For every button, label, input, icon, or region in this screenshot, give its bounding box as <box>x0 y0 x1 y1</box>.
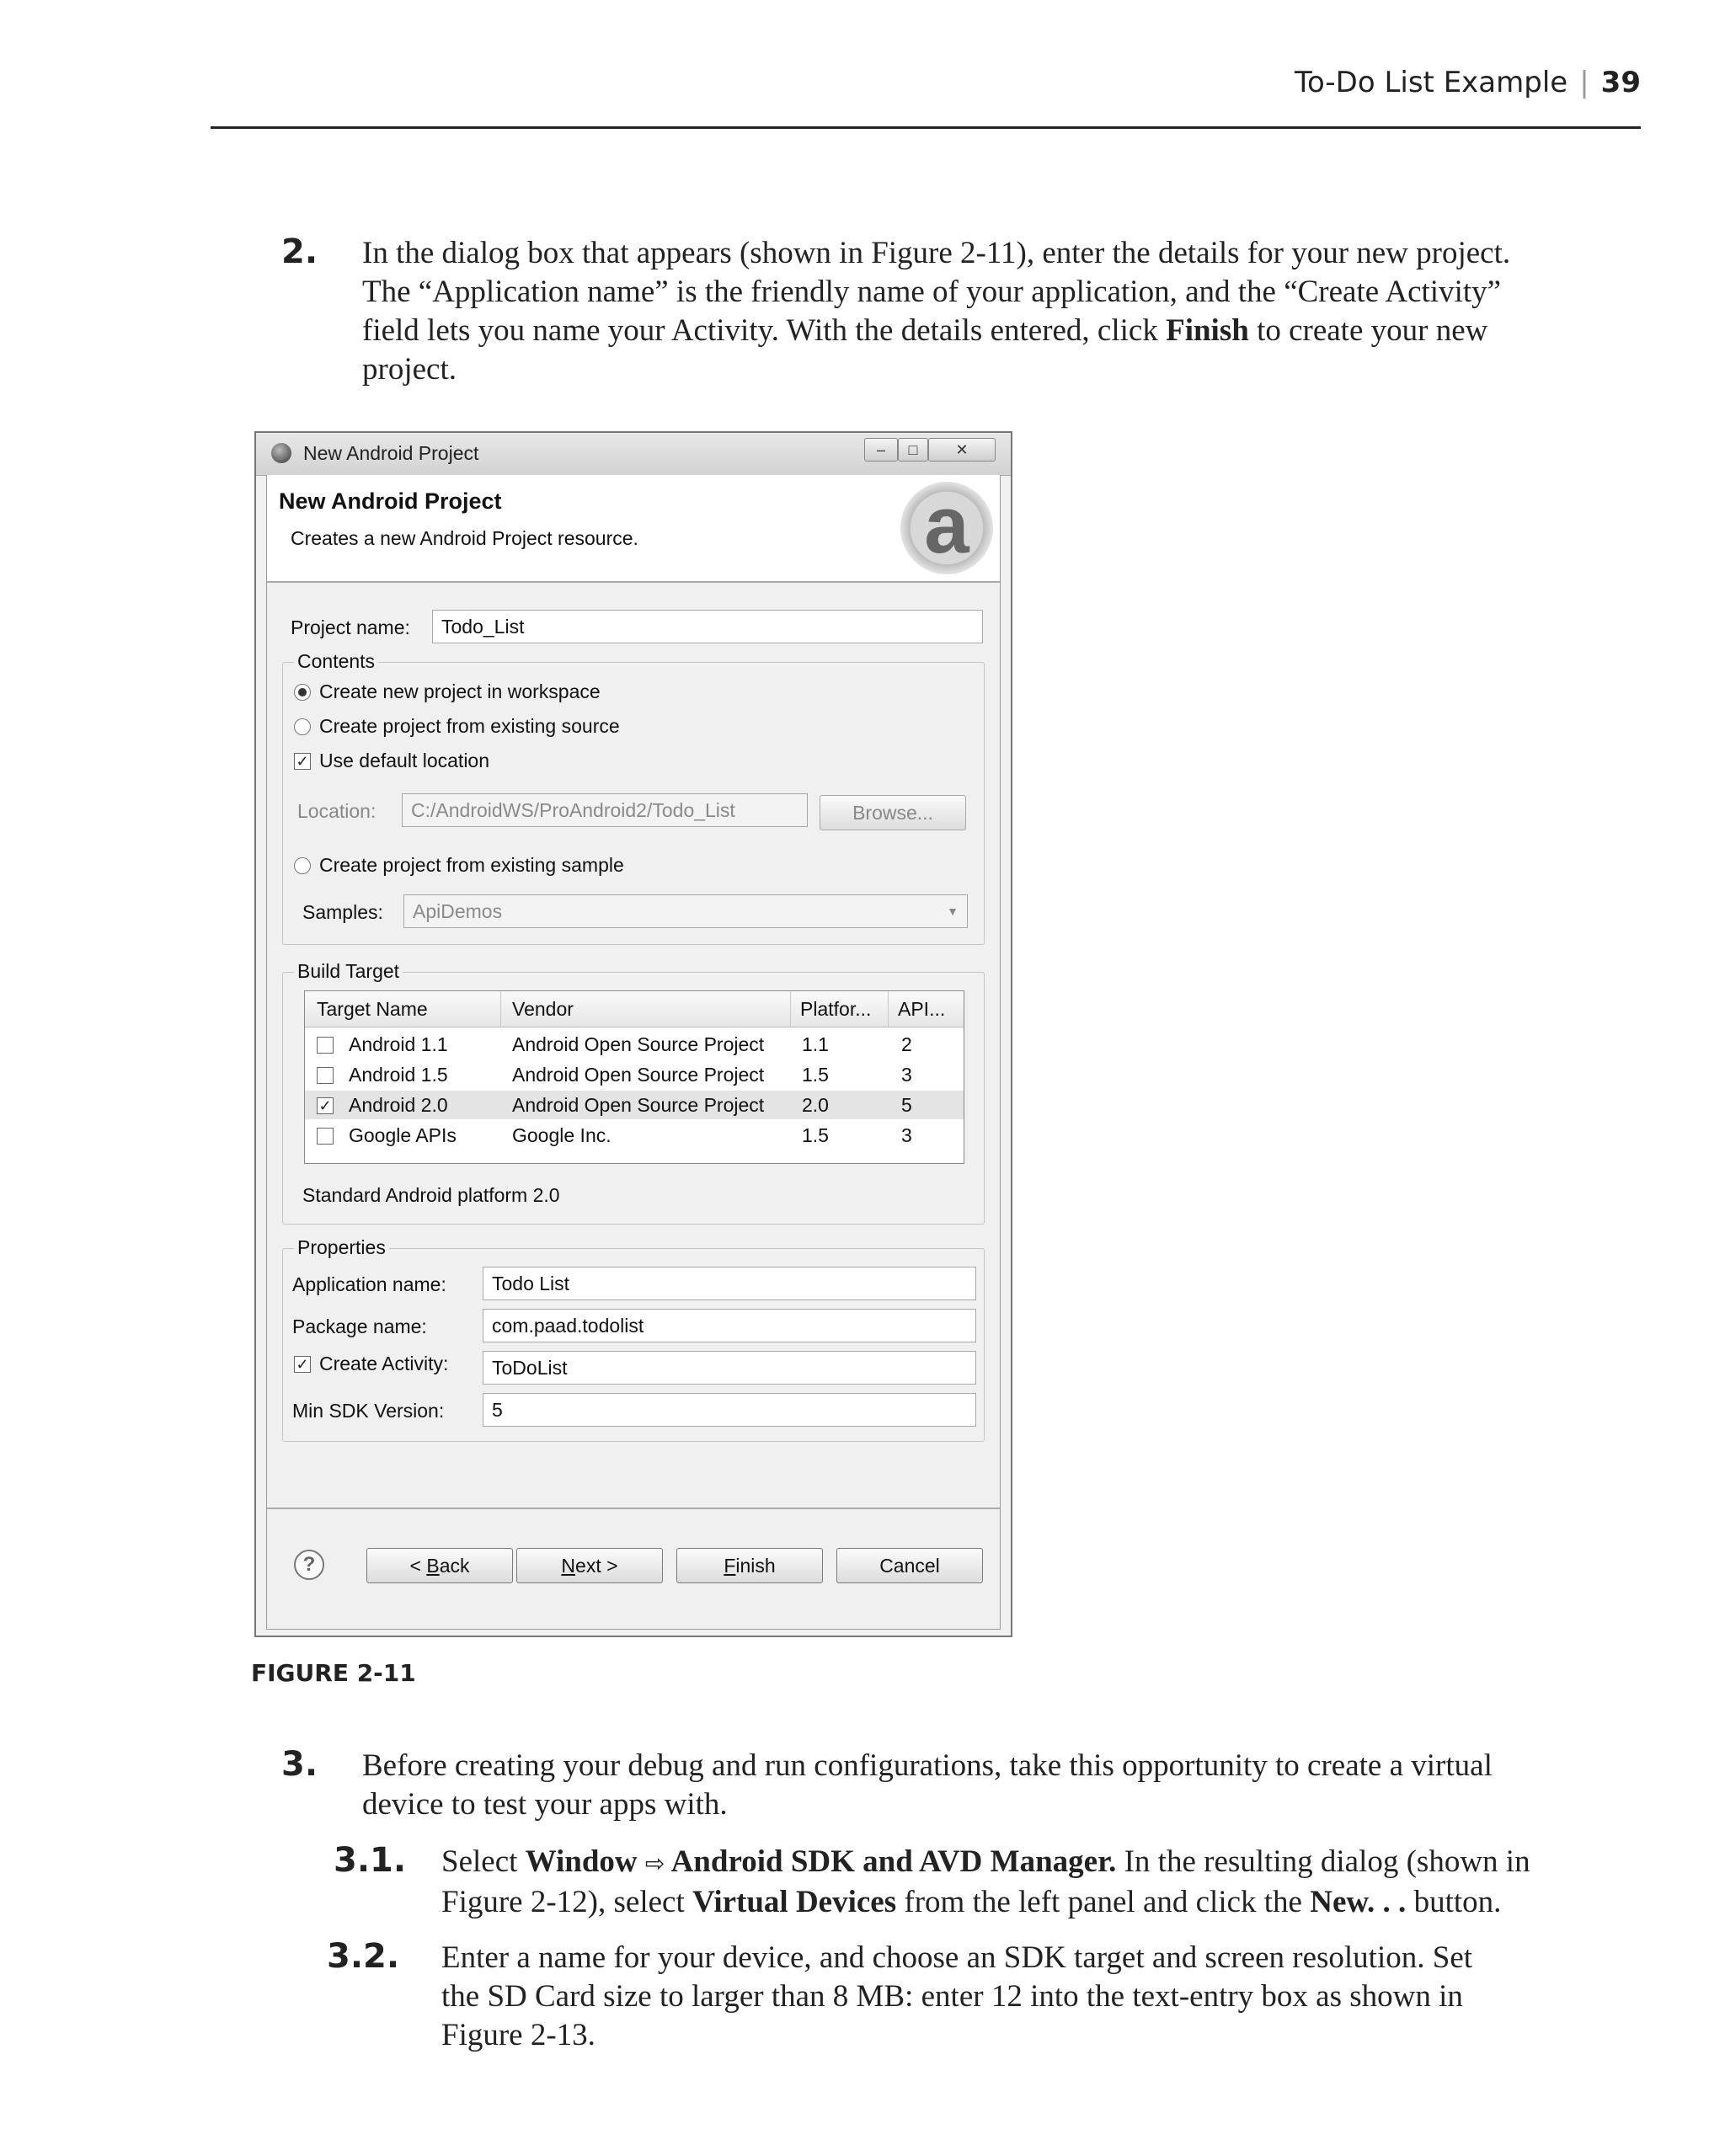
use-default-location-label: Use default location <box>319 750 490 771</box>
footer-divider <box>267 1508 1000 1509</box>
step-2-text <box>362 234 1659 389</box>
table-row-selected[interactable] <box>305 1091 964 1119</box>
row-checkbox-checked[interactable]: ✓ <box>317 1097 334 1114</box>
row-target-name: Android 1.1 <box>349 1033 448 1055</box>
create-activity-checkbox[interactable]: ✓ <box>294 1356 311 1373</box>
eclipse-icon <box>271 443 291 463</box>
row-checkbox[interactable] <box>317 1128 334 1145</box>
row-vendor: Google Inc. <box>512 1124 611 1146</box>
use-default-location-checkbox[interactable]: ✓ <box>294 753 311 770</box>
project-name-input[interactable]: Todo_List <box>432 610 983 643</box>
step-3-2-number: 3.2. <box>327 1937 400 1976</box>
create-activity-input[interactable]: ToDoList <box>483 1351 976 1385</box>
row-platform: 1.1 <box>802 1033 829 1055</box>
row-target-name: Android 2.0 <box>349 1094 448 1116</box>
step-2-line: field lets you name your Activity. With the details entered, click Finish to create your new <box>362 313 1488 348</box>
samples-select[interactable] <box>403 894 968 928</box>
step-2-line: In the dialog box that appears (shown in Figure 2-11), enter the details for your new project. <box>362 236 1511 270</box>
step-3-1-line: Figure 2-12), select Virtual Devices from the left panel and click the New. . . button. <box>441 1885 1502 1919</box>
banner-subtitle: Creates a new Android Project resource. <box>291 527 638 549</box>
package-name-label: Package name: <box>292 1315 427 1337</box>
row-platform: 2.0 <box>802 1094 829 1116</box>
samples-label: Samples: <box>302 901 383 923</box>
running-header <box>1295 66 1641 99</box>
back-button[interactable]: < Back <box>366 1548 513 1583</box>
min-sdk-input[interactable]: 5 <box>483 1393 976 1427</box>
row-checkbox[interactable] <box>317 1037 334 1054</box>
figure-caption: FIGURE 2-11 <box>251 1659 416 1687</box>
close-button[interactable]: ✕ <box>928 438 996 462</box>
step-2-line: project. <box>362 352 457 387</box>
application-name-input[interactable]: Todo List <box>483 1267 976 1300</box>
row-platform: 1.5 <box>802 1124 829 1146</box>
row-api: 5 <box>901 1094 912 1116</box>
step-3-1-number: 3.1. <box>334 1841 407 1880</box>
application-name-label: Application name: <box>292 1273 446 1295</box>
step-3-2-line: Enter a name for your device, and choose an SDK target and screen resolution. Set <box>441 1940 1473 1975</box>
project-name-label: Project name: <box>291 616 410 638</box>
column-header-api[interactable]: API... <box>898 998 946 1020</box>
properties-group-title: Properties <box>294 1236 389 1259</box>
build-target-table[interactable] <box>304 990 964 1164</box>
column-header-platform[interactable]: Platfor... <box>800 998 872 1020</box>
row-target-name: Google APIs <box>349 1124 457 1146</box>
radio-new-project-label: Create new project in workspace <box>319 680 601 702</box>
step-3-2-line: Figure 2-13. <box>441 2018 595 2052</box>
row-vendor: Android Open Source Project <box>512 1064 765 1086</box>
dialog-body <box>266 475 1001 1630</box>
location-input[interactable]: C:/AndroidWS/ProAndroid2/Todo_List <box>402 793 808 827</box>
build-target-status: Standard Android platform 2.0 <box>302 1184 560 1206</box>
browse-button[interactable]: Browse... <box>820 795 966 830</box>
page-number: 39 <box>1600 66 1641 99</box>
menu-arrow-icon: ⇨ <box>644 1849 665 1877</box>
row-api: 3 <box>901 1064 912 1086</box>
row-checkbox[interactable] <box>317 1067 334 1084</box>
samples-select-value: ApiDemos <box>413 900 503 922</box>
location-label: Location: <box>297 800 377 822</box>
table-row[interactable] <box>305 1030 964 1059</box>
step-2-line: The “Application name” is the friendly name of your application, and the “Create Activity” <box>362 275 1502 309</box>
radio-existing-sample-label: Create project from existing sample <box>319 854 624 876</box>
header-rule <box>211 126 1641 129</box>
window-title: New Android Project <box>303 442 479 464</box>
help-icon[interactable]: ? <box>294 1550 324 1580</box>
banner-title: New Android Project <box>279 488 502 514</box>
radio-new-project[interactable] <box>294 684 311 701</box>
step-3-1-text <box>441 1843 1671 1922</box>
chevron-down-icon: ▼ <box>947 905 959 918</box>
row-platform: 1.5 <box>802 1064 829 1086</box>
radio-existing-sample[interactable] <box>294 857 311 874</box>
step-3-line: Before creating your debug and run configurations, take this opportunity to create a virtual <box>362 1748 1493 1783</box>
table-row[interactable] <box>305 1060 964 1089</box>
column-separator <box>790 991 791 1027</box>
row-vendor: Android Open Source Project <box>512 1033 765 1055</box>
row-api: 2 <box>901 1033 912 1055</box>
wizard-banner <box>267 475 1000 583</box>
column-separator <box>500 991 501 1027</box>
radio-existing-source-label: Create project from existing source <box>319 715 620 737</box>
minimize-button[interactable]: – <box>864 438 898 462</box>
step-3-2-line: the SD Card size to larger than 8 MB: enter 12 into the text-entry box as shown in <box>441 1979 1463 2014</box>
build-target-group-title: Build Target <box>294 960 403 983</box>
step-3-2-text <box>441 1939 1671 2055</box>
new-android-project-dialog <box>254 431 1012 1637</box>
column-header-vendor[interactable]: Vendor <box>512 998 574 1020</box>
column-separator <box>888 991 889 1027</box>
step-3-line: device to test your apps with. <box>362 1787 728 1822</box>
android-logo-icon: a <box>900 482 993 574</box>
cancel-button[interactable]: Cancel <box>836 1548 983 1583</box>
step-3-1-line: Select Window ⇨ Android SDK and AVD Manager. In the resulting dialog (shown in <box>441 1844 1530 1879</box>
title-bar[interactable] <box>256 433 1011 476</box>
contents-group-title: Contents <box>294 650 378 673</box>
next-button[interactable]: Next > <box>516 1548 663 1583</box>
row-vendor: Android Open Source Project <box>512 1094 765 1116</box>
radio-existing-source[interactable] <box>294 718 311 735</box>
table-header <box>305 991 964 1027</box>
step-2-number: 2. <box>281 232 318 271</box>
running-header-title: To-Do List Example <box>1294 66 1568 99</box>
row-target-name: Android 1.5 <box>349 1064 448 1086</box>
table-row[interactable] <box>305 1121 964 1150</box>
step-3-number: 3. <box>281 1745 318 1784</box>
finish-button[interactable]: Finish <box>676 1548 823 1583</box>
column-header-target-name[interactable]: Target Name <box>317 998 428 1020</box>
row-api: 3 <box>901 1124 912 1146</box>
package-name-input[interactable]: com.paad.todolist <box>483 1309 976 1342</box>
min-sdk-label: Min SDK Version: <box>292 1400 445 1422</box>
step-3-text <box>362 1747 1659 1824</box>
maximize-button[interactable]: □ <box>898 438 928 462</box>
create-activity-label: Create Activity: <box>319 1353 449 1374</box>
running-header-separator: | <box>1579 66 1589 99</box>
